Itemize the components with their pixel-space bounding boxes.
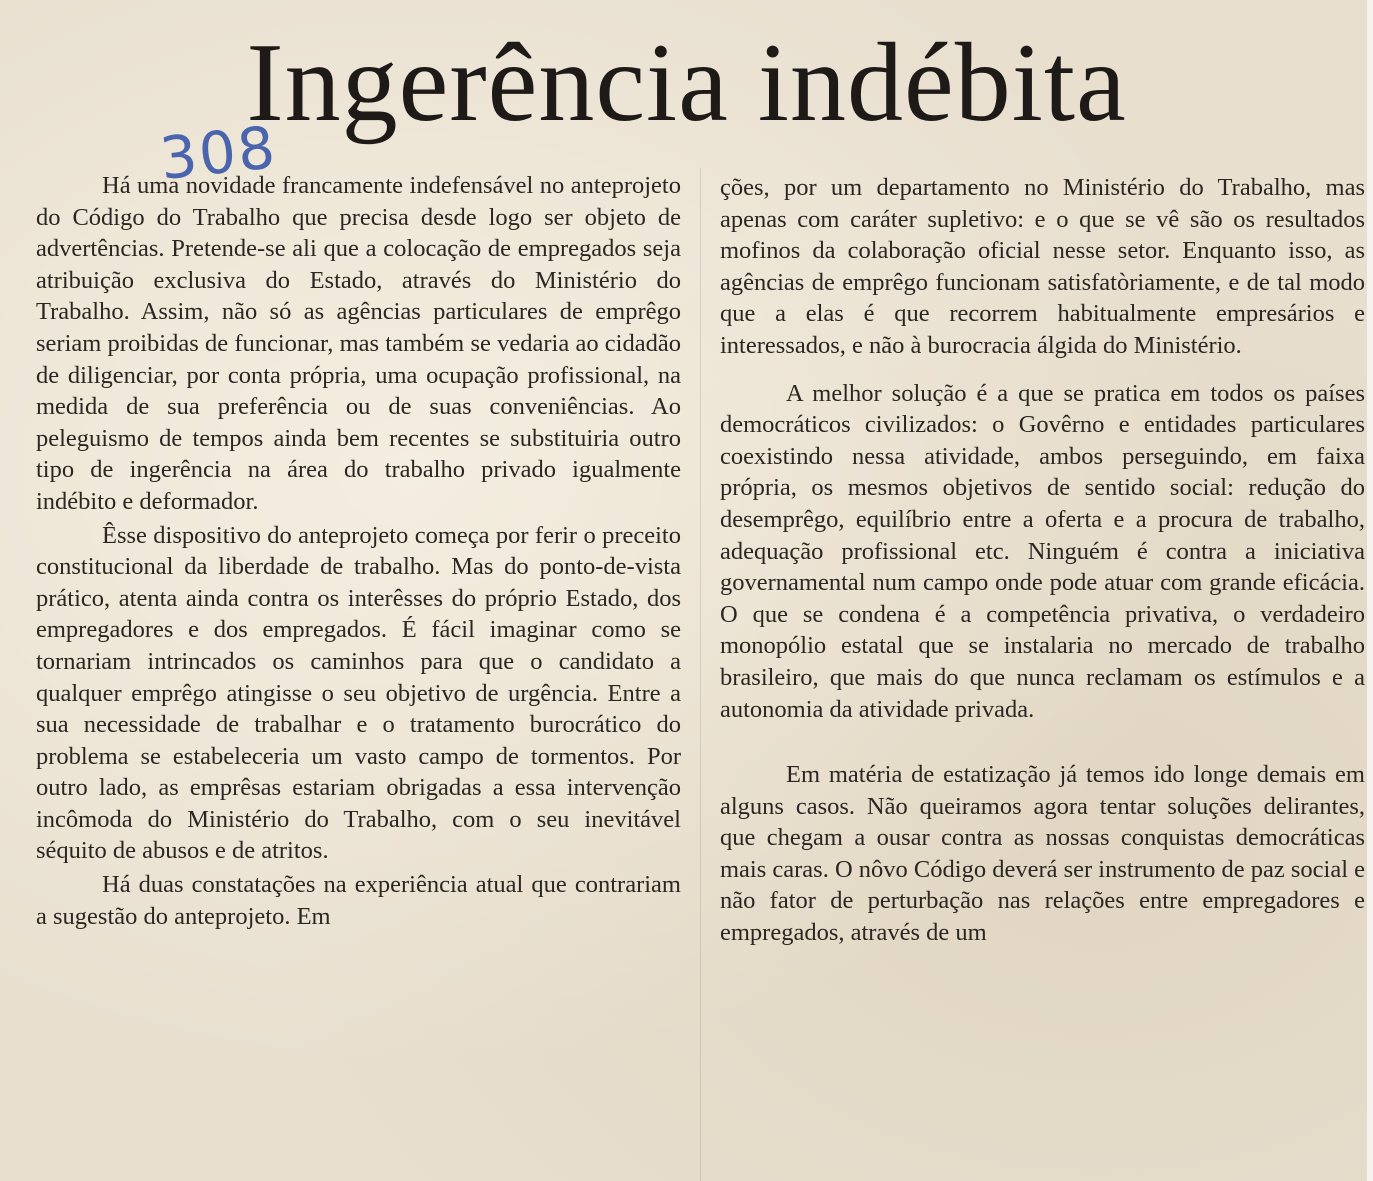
right-paragraph-1: ções, por um departamento no Ministério do Trabalho, mas apenas com caráter supletivo: e o que se vê são os resultados mofinos da colaboração oficial nesse setor. Enquanto isso, as agências de emprêgo funcionam satisfatòriamente, e de tal modo que a elas é que recorrem habitualmente empresários e interessados, e não à burocracia álgida do Ministério.: [720, 174, 1365, 359]
right-paragraph-2: A melhor solução é a que se pratica em todos os países democráticos civilizados: o Govêrno e entidades particulares coexistindo nessa atividade, ambos perseguindo, em faixa própria, os mesmos objetivos de sentido social: redução do desemprêgo, equilíbrio entre a oferta e a procura de trabalho, adequação profissional etc. Ninguém é contra a iniciativa governamental num campo onde pode atuar com grande eficácia. O que se condena é a competência privativa, o verdadeiro monopólio estatal que se instalaria no mercado de trabalho brasileiro, que mais do que nunca reclamam os estímulos e a autonomia da atividade privada.: [720, 379, 1365, 723]
article-left-column: [36, 170, 681, 932]
column-divider: [700, 168, 701, 1181]
left-paragraph-1: Há uma novidade francamente indefensável no anteprojeto do Código do Trabalho que precisa desde logo ser objeto de advertências. Pretende-se ali que a colocação de empregados seja atribuição exclusiva do Estado, através do Ministério do Trabalho. Assim, não só as agências particulares de emprêgo seriam proibidas de funcionar, mas também se vedaria ao cidadão de diligenciar, por conta própria, uma ocupação profissional, na medida de sua preferência ou de suas conveniências. Ao peleguismo de tempos ainda bem recentes se substituiria outro tipo de ingerência na área do trabalho privado igualmente indébito e deformador.: [36, 172, 681, 515]
paper-edge: [1367, 0, 1373, 1181]
left-paragraph-3: Há duas constatações na experiência atual que contrariam a sugestão do anteprojeto. Em: [36, 871, 681, 930]
article-headline: Ingerência indébita: [246, 21, 1127, 145]
left-paragraph-2: Êsse dispositivo do anteprojeto começa por ferir o preceito constitucional da liberdade de trabalho. Mas do ponto-de-vista prático, atenta ainda contra os interêsses do próprio Estado, dos empregadores e dos empregados. É fácil imaginar como se tornariam intrincados os caminhos para que o candidato a qualquer emprêgo atingisse o seu objetivo de urgência. Entre a sua necessidade de trabalhar e o tratamento burocrático do problema se estabeleceria um vasto campo de tormentos. Por outro lado, as emprêsas estariam obrigadas a essa intervenção incômoda do Ministério do Trabalho, com o seu inevitável séquito de abusos e de atritos.: [36, 521, 681, 865]
article-right-column: [720, 172, 1365, 949]
handwritten-page-number: 308: [156, 113, 280, 193]
right-paragraph-3: Em matéria de estatização já temos ido longe demais em alguns casos. Não queiramos agora tentar soluções delirantes, que chegam a ousar contra as nossas conquistas democráticas mais caras. O nôvo Código deverá ser instrumento de paz social e não fator de perturbação nas relações entre empregadores e empregados, através de um: [720, 761, 1365, 947]
